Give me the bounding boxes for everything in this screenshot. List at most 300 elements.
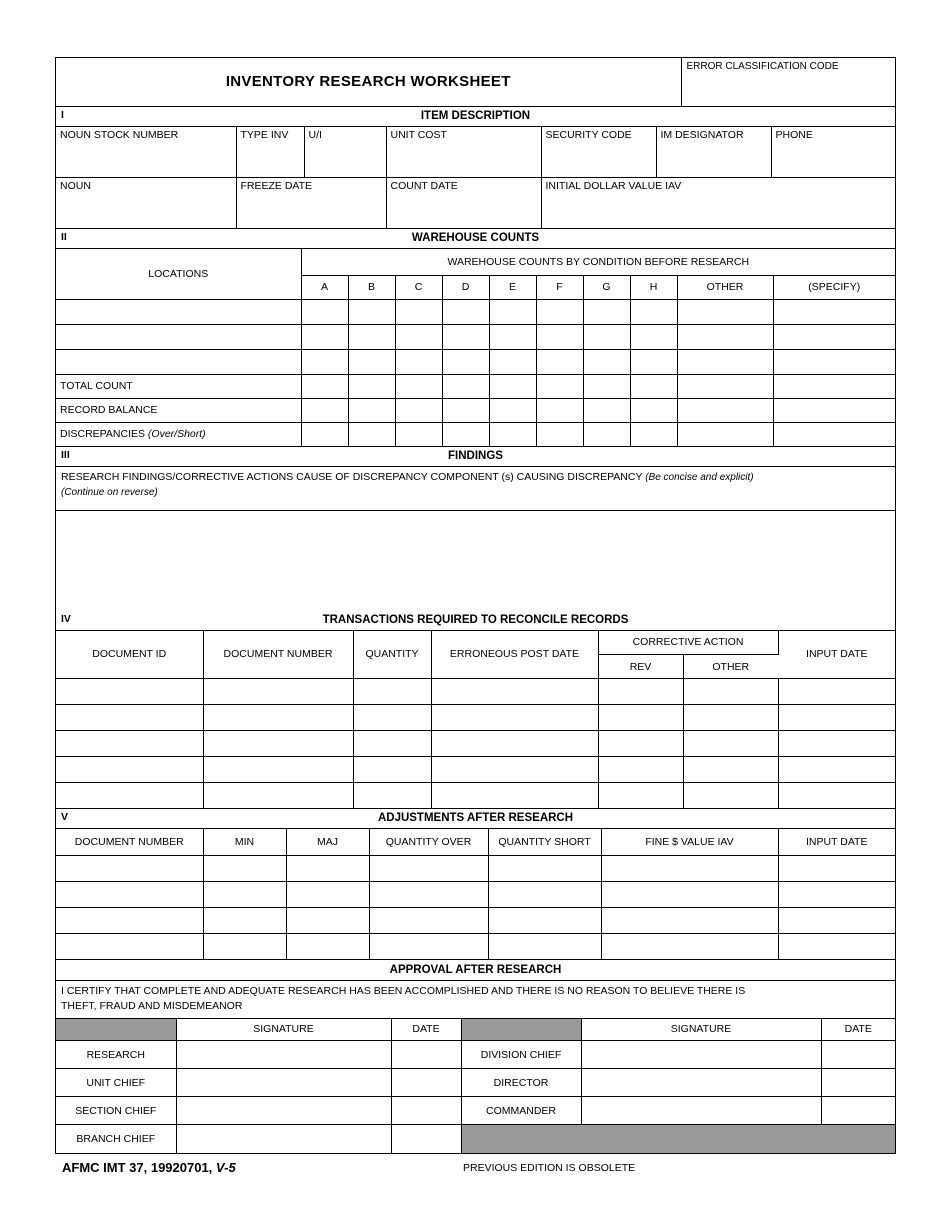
previous-edition-note: PREVIOUS EDITION IS OBSOLETE: [463, 1162, 636, 1174]
adjustments-table: [56, 829, 895, 960]
count-cell[interactable]: [301, 349, 348, 374]
discrepancies-label-cell: [56, 422, 301, 446]
unit-chief-date-cell[interactable]: [391, 1069, 461, 1097]
table-row: [56, 783, 895, 809]
transaction-cell[interactable]: [778, 731, 895, 757]
corrective-action-column-header: [598, 631, 778, 655]
date-label: DATE: [412, 1023, 440, 1036]
transaction-cell[interactable]: [683, 705, 778, 731]
role-section-chief: [56, 1097, 176, 1125]
transaction-cell[interactable]: [431, 705, 598, 731]
item-description-table: [56, 127, 895, 230]
im-designator-field[interactable]: [656, 127, 771, 178]
adjustment-cell[interactable]: [286, 907, 369, 933]
section-i-header: [56, 107, 895, 127]
discrepancies-label: DISCREPANCIES: [60, 428, 145, 440]
discrepancy-cell[interactable]: [773, 422, 895, 446]
shaded-header-cell-left: [56, 1019, 176, 1041]
rev-column-header: [598, 655, 683, 679]
form-title-cell: [56, 58, 681, 106]
record-balance-cell[interactable]: [630, 398, 677, 422]
transaction-cell[interactable]: [203, 757, 353, 783]
transaction-cell[interactable]: [203, 679, 353, 705]
count-date-label: COUNT DATE: [390, 180, 458, 192]
count-cell[interactable]: [442, 299, 489, 324]
adjustment-cell[interactable]: [203, 907, 286, 933]
transaction-cell[interactable]: [353, 731, 431, 757]
corrective-action-label: CORRECTIVE ACTION: [632, 636, 744, 649]
record-balance-cell[interactable]: [348, 398, 395, 422]
transaction-cell[interactable]: [56, 731, 203, 757]
count-cell[interactable]: [536, 349, 583, 374]
table-row: [56, 757, 895, 783]
table-row: [56, 249, 895, 275]
other-column-header: [683, 655, 778, 679]
record-balance-cell[interactable]: [773, 398, 895, 422]
table-row: [56, 1019, 895, 1041]
discrepancy-cell[interactable]: [583, 422, 630, 446]
min-label: MIN: [234, 835, 255, 848]
count-cell[interactable]: [536, 299, 583, 324]
count-cell[interactable]: [395, 299, 442, 324]
adjustment-cell[interactable]: [488, 881, 601, 907]
transaction-cell[interactable]: [353, 705, 431, 731]
adjustment-cell[interactable]: [601, 907, 778, 933]
count-cell[interactable]: [348, 349, 395, 374]
condition-col-other: OTHER: [677, 275, 773, 299]
form-number-text: AFMC IMT 37, 19920701,: [62, 1160, 213, 1175]
findings-instruction-note: (Be concise and explicit): [645, 471, 754, 483]
noun-label: NOUN: [60, 180, 91, 192]
transaction-cell[interactable]: [431, 757, 598, 783]
condition-col-g: G: [583, 275, 630, 299]
min-column-header: [203, 829, 286, 855]
count-cell[interactable]: [395, 324, 442, 349]
form-number: [62, 1160, 236, 1175]
role-label: UNIT CHIEF: [86, 1076, 146, 1089]
findings-input-area[interactable]: [56, 511, 895, 611]
record-balance-cell[interactable]: [677, 398, 773, 422]
initial-dollar-value-field[interactable]: [541, 178, 895, 229]
quantity-column-header: [353, 631, 431, 679]
director-signature-cell[interactable]: [581, 1069, 821, 1097]
date-header-right: [821, 1019, 895, 1041]
location-input-cell[interactable]: [56, 299, 301, 324]
transaction-cell[interactable]: [683, 783, 778, 809]
role-commander: [461, 1097, 581, 1125]
signature-label: SIGNATURE: [253, 1023, 314, 1036]
im-designator-label: IM DESIGNATOR: [660, 128, 744, 141]
adjustment-cell[interactable]: [56, 881, 203, 907]
type-inv-field[interactable]: [236, 127, 304, 178]
shaded-header-cell-right: [461, 1019, 581, 1041]
section-iii-title: FINDINGS: [448, 449, 503, 462]
adjustment-cell[interactable]: [369, 933, 488, 959]
count-cell[interactable]: [773, 299, 895, 324]
document-id-column-header: [56, 631, 203, 679]
quantity-over-column-header: [369, 829, 488, 855]
transaction-cell[interactable]: [683, 731, 778, 757]
type-inv-label: TYPE INV: [240, 128, 289, 141]
table-row: [56, 907, 895, 933]
discrepancy-cell[interactable]: [395, 422, 442, 446]
division-chief-signature-cell[interactable]: [581, 1041, 821, 1069]
adjustment-cell[interactable]: [369, 881, 488, 907]
discrepancy-cell[interactable]: [348, 422, 395, 446]
transaction-cell[interactable]: [598, 705, 683, 731]
adjustment-cell[interactable]: [488, 855, 601, 881]
count-cell[interactable]: [536, 324, 583, 349]
findings-instruction: [56, 467, 895, 511]
table-row: [56, 374, 895, 398]
adj-input-date-label: INPUT DATE: [806, 835, 868, 848]
transaction-cell[interactable]: [598, 679, 683, 705]
total-count-cell[interactable]: [536, 374, 583, 398]
section-iii-numeral: III: [61, 448, 70, 461]
signature-header-left: [176, 1019, 391, 1041]
adjustment-cell[interactable]: [488, 933, 601, 959]
section-ii-title: WAREHOUSE COUNTS: [411, 232, 540, 244]
table-row: [56, 1097, 895, 1125]
total-count-cell[interactable]: [677, 374, 773, 398]
transaction-cell[interactable]: [56, 757, 203, 783]
role-director: [461, 1069, 581, 1097]
error-classification-code-label: ERROR CLASSIFICATION CODE: [686, 61, 839, 72]
other-label: OTHER: [712, 660, 750, 673]
phone-field[interactable]: [771, 127, 895, 178]
count-cell[interactable]: [442, 349, 489, 374]
table-row: [56, 422, 895, 446]
role-label: BRANCH CHIEF: [76, 1132, 156, 1145]
count-cell[interactable]: [489, 324, 536, 349]
table-row: [56, 679, 895, 705]
adj-document-number-label: DOCUMENT NUMBER: [74, 835, 184, 848]
total-count-label-cell: [56, 374, 301, 398]
adjustment-cell[interactable]: [56, 855, 203, 881]
table-row: [56, 705, 895, 731]
adjustment-cell[interactable]: [369, 855, 488, 881]
signature-header-right: [581, 1019, 821, 1041]
section-chief-date-cell[interactable]: [391, 1097, 461, 1125]
condition-col-specify: (SPECIFY): [773, 275, 895, 299]
condition-col-d: D: [442, 275, 489, 299]
role-division-chief: [461, 1041, 581, 1069]
role-label: COMMANDER: [486, 1104, 556, 1117]
warehouse-counts-table: [56, 249, 895, 447]
count-cell[interactable]: [489, 299, 536, 324]
document-id-label: DOCUMENT ID: [92, 648, 167, 661]
total-count-cell[interactable]: [395, 374, 442, 398]
branch-chief-date-cell[interactable]: [391, 1125, 461, 1153]
approval-section-header: [56, 960, 895, 981]
branch-chief-signature-cell[interactable]: [176, 1125, 391, 1153]
adjustment-cell[interactable]: [369, 907, 488, 933]
approval-signature-table: [56, 1019, 895, 1153]
section-iv-header: [56, 611, 895, 631]
rev-label: REV: [629, 660, 652, 673]
form-version-text: V-5: [215, 1160, 236, 1175]
record-balance-cell[interactable]: [536, 398, 583, 422]
count-cell[interactable]: [348, 299, 395, 324]
fine-value-label: FINE $ VALUE IAV: [645, 835, 734, 848]
transaction-cell[interactable]: [353, 757, 431, 783]
adj-input-date-column-header: [778, 829, 895, 855]
erroneous-post-date-column-header: [431, 631, 598, 679]
transaction-cell[interactable]: [431, 783, 598, 809]
initial-dollar-value-label: INITIAL DOLLAR VALUE IAV: [545, 180, 682, 192]
transaction-cell[interactable]: [598, 783, 683, 809]
section-chief-signature-cell[interactable]: [176, 1097, 391, 1125]
quantity-over-label: QUANTITY OVER: [385, 835, 472, 848]
security-code-field[interactable]: [541, 127, 656, 178]
transaction-cell[interactable]: [778, 705, 895, 731]
count-cell[interactable]: [677, 299, 773, 324]
unit-cost-field[interactable]: [386, 127, 541, 178]
count-cell[interactable]: [630, 324, 677, 349]
total-count-cell[interactable]: [773, 374, 895, 398]
count-cell[interactable]: [773, 349, 895, 374]
count-cell[interactable]: [630, 299, 677, 324]
table-row: [56, 933, 895, 959]
role-branch-chief: [56, 1125, 176, 1153]
count-date-field[interactable]: [386, 178, 541, 229]
condition-col-a: A: [301, 275, 348, 299]
shaded-footer-cell: [461, 1125, 895, 1153]
condition-header-label: WAREHOUSE COUNTS BY CONDITION BEFORE RESEARCH: [447, 255, 750, 268]
document-number-label: DOCUMENT NUMBER: [223, 648, 333, 661]
count-cell[interactable]: [301, 299, 348, 324]
quantity-short-label: QUANTITY SHORT: [498, 835, 591, 848]
discrepancy-cell[interactable]: [489, 422, 536, 446]
adjustment-cell[interactable]: [778, 933, 895, 959]
record-balance-label: RECORD BALANCE: [60, 404, 158, 416]
count-cell[interactable]: [442, 324, 489, 349]
table-row: [56, 855, 895, 881]
adjustment-cell[interactable]: [601, 881, 778, 907]
count-cell[interactable]: [301, 324, 348, 349]
maj-column-header: [286, 829, 369, 855]
noun-stock-number-field[interactable]: [56, 127, 236, 178]
count-cell[interactable]: [395, 349, 442, 374]
transaction-cell[interactable]: [353, 783, 431, 809]
section-ii-header: [56, 229, 895, 249]
research-signature-cell[interactable]: [176, 1041, 391, 1069]
adjustment-cell[interactable]: [56, 933, 203, 959]
adjustment-cell[interactable]: [778, 907, 895, 933]
adjustment-cell[interactable]: [601, 933, 778, 959]
total-count-cell[interactable]: [489, 374, 536, 398]
condition-col-h: H: [630, 275, 677, 299]
transaction-cell[interactable]: [353, 679, 431, 705]
condition-col-b: B: [348, 275, 395, 299]
transaction-cell[interactable]: [431, 679, 598, 705]
certify-line1: I CERTIFY THAT COMPLETE AND ADEQUATE RESEARCH HAS BEEN ACCOMPLISHED AND THERE IS NO REASON TO BELIEVE THERE IS: [61, 984, 746, 997]
quantity-label: QUANTITY: [365, 648, 419, 661]
role-label: DIVISION CHIEF: [480, 1048, 562, 1061]
discrepancy-cell[interactable]: [442, 422, 489, 446]
adj-document-number-column-header: [56, 829, 203, 855]
record-balance-cell[interactable]: [301, 398, 348, 422]
security-code-label: SECURITY CODE: [545, 128, 632, 141]
record-balance-cell[interactable]: [442, 398, 489, 422]
input-date-column-header: [778, 631, 895, 679]
section-v-header: [56, 809, 895, 829]
condition-col-c: C: [395, 275, 442, 299]
table-row: [56, 829, 895, 855]
condition-header-cell: [301, 249, 895, 275]
role-research: [56, 1041, 176, 1069]
adjustment-cell[interactable]: [286, 933, 369, 959]
count-cell[interactable]: [583, 324, 630, 349]
unit-cost-label: UNIT COST: [390, 128, 447, 141]
total-count-cell[interactable]: [348, 374, 395, 398]
transaction-cell[interactable]: [598, 757, 683, 783]
count-cell[interactable]: [583, 299, 630, 324]
freeze-date-field[interactable]: [236, 178, 386, 229]
record-balance-cell[interactable]: [583, 398, 630, 422]
count-cell[interactable]: [348, 324, 395, 349]
count-cell[interactable]: [773, 324, 895, 349]
section-iv-title: TRANSACTIONS REQUIRED TO RECONCILE RECORDS: [322, 613, 629, 626]
adjustment-cell[interactable]: [203, 855, 286, 881]
transaction-cell[interactable]: [203, 783, 353, 809]
input-date-label: INPUT DATE: [806, 648, 868, 661]
adjustment-cell[interactable]: [286, 881, 369, 907]
transaction-cell[interactable]: [56, 679, 203, 705]
error-classification-code-cell[interactable]: [681, 58, 895, 106]
noun-field[interactable]: [56, 178, 236, 229]
condition-col-e: E: [489, 275, 536, 299]
form-header-table: [56, 58, 895, 107]
certify-line2: THEFT, FRAUD AND MISDEMEANOR: [61, 999, 243, 1012]
adjustment-cell[interactable]: [601, 855, 778, 881]
adjustment-cell[interactable]: [56, 907, 203, 933]
discrepancy-cell[interactable]: [536, 422, 583, 446]
total-count-cell[interactable]: [583, 374, 630, 398]
ui-field[interactable]: [304, 127, 386, 178]
adjustment-cell[interactable]: [778, 855, 895, 881]
maj-label: MAJ: [317, 835, 338, 848]
count-cell[interactable]: [630, 349, 677, 374]
section-iii-header: [56, 447, 895, 467]
discrepancy-cell[interactable]: [301, 422, 348, 446]
commander-signature-cell[interactable]: [581, 1097, 821, 1125]
record-balance-cell[interactable]: [395, 398, 442, 422]
transaction-cell[interactable]: [56, 705, 203, 731]
noun-stock-number-label: NOUN STOCK NUMBER: [60, 128, 179, 141]
discrepancy-cell[interactable]: [677, 422, 773, 446]
location-input-cell[interactable]: [56, 349, 301, 374]
role-label: DIRECTOR: [493, 1076, 549, 1089]
quantity-short-column-header: [488, 829, 601, 855]
phone-label: PHONE: [775, 128, 813, 141]
transaction-cell[interactable]: [683, 679, 778, 705]
total-count-cell[interactable]: [442, 374, 489, 398]
adjustment-cell[interactable]: [286, 855, 369, 881]
total-count-cell[interactable]: [630, 374, 677, 398]
table-row: [56, 631, 895, 655]
role-label: RESEARCH: [86, 1048, 145, 1061]
condition-col-f: F: [536, 275, 583, 299]
location-input-cell[interactable]: [56, 324, 301, 349]
transaction-cell[interactable]: [778, 783, 895, 809]
division-chief-date-cell[interactable]: [821, 1041, 895, 1069]
ui-label: U/I: [308, 128, 322, 141]
count-cell[interactable]: [583, 349, 630, 374]
transaction-cell[interactable]: [683, 757, 778, 783]
count-cell[interactable]: [677, 349, 773, 374]
transactions-table: [56, 631, 895, 810]
section-ii-numeral: II: [61, 231, 67, 243]
count-cell[interactable]: [677, 324, 773, 349]
table-row: [56, 349, 895, 374]
discrepancies-note: (Over/Short): [147, 428, 206, 440]
total-count-label: TOTAL COUNT: [60, 380, 133, 392]
transaction-cell[interactable]: [203, 705, 353, 731]
unit-chief-signature-cell[interactable]: [176, 1069, 391, 1097]
transaction-cell[interactable]: [431, 731, 598, 757]
record-balance-cell[interactable]: [489, 398, 536, 422]
section-i-numeral: I: [61, 108, 64, 121]
role-label: SECTION CHIEF: [75, 1104, 157, 1117]
adjustment-cell[interactable]: [778, 881, 895, 907]
table-row: [56, 299, 895, 324]
commander-date-cell[interactable]: [821, 1097, 895, 1125]
transaction-cell[interactable]: [778, 757, 895, 783]
table-row: [56, 881, 895, 907]
section-v-numeral: V: [61, 811, 69, 823]
table-row: [56, 58, 895, 106]
total-count-cell[interactable]: [301, 374, 348, 398]
erroneous-post-date-label: ERRONEOUS POST DATE: [449, 648, 580, 661]
transaction-cell[interactable]: [56, 783, 203, 809]
inventory-research-worksheet-form: [55, 57, 896, 1154]
date-header-left: [391, 1019, 461, 1041]
approval-title: APPROVAL AFTER RESEARCH: [389, 963, 562, 976]
page-title: INVENTORY RESEARCH WORKSHEET: [225, 73, 511, 91]
discrepancy-cell[interactable]: [630, 422, 677, 446]
adjustment-cell[interactable]: [203, 881, 286, 907]
research-date-cell[interactable]: [391, 1041, 461, 1069]
section-v-title: ADJUSTMENTS AFTER RESEARCH: [377, 812, 574, 824]
freeze-date-label: FREEZE DATE: [240, 180, 313, 192]
record-balance-label-cell: [56, 398, 301, 422]
document-number-column-header: [203, 631, 353, 679]
table-row: [56, 178, 895, 229]
transaction-cell[interactable]: [203, 731, 353, 757]
role-unit-chief: [56, 1069, 176, 1097]
table-row: [56, 1125, 895, 1153]
transaction-cell[interactable]: [598, 731, 683, 757]
signature-label: SIGNATURE: [670, 1023, 732, 1036]
transaction-cell[interactable]: [778, 679, 895, 705]
table-row: [56, 127, 895, 178]
adjustment-cell[interactable]: [203, 933, 286, 959]
certification-statement: [56, 981, 895, 1019]
fine-value-column-header: [601, 829, 778, 855]
count-cell[interactable]: [489, 349, 536, 374]
table-row: [56, 324, 895, 349]
table-row: [56, 731, 895, 757]
findings-instruction-note2: (Continue on reverse): [61, 486, 158, 498]
adjustment-cell[interactable]: [488, 907, 601, 933]
findings-instruction-text: RESEARCH FINDINGS/CORRECTIVE ACTIONS CAUSE OF DISCREPANCY COMPONENT (s) CAUSING DISCREPANCY: [61, 470, 643, 483]
locations-header-cell: [56, 249, 301, 299]
director-date-cell[interactable]: [821, 1069, 895, 1097]
table-row: [56, 1041, 895, 1069]
table-row: [56, 1069, 895, 1097]
table-row: [56, 398, 895, 422]
